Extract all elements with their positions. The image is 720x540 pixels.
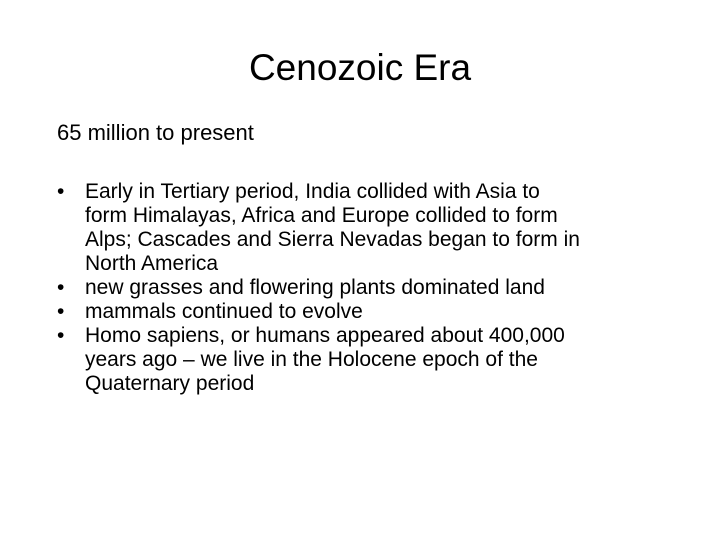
bullet-marker: • — [57, 300, 65, 323]
bullet-text-line: years ago – we live in the Holocene epoch of the — [85, 348, 538, 371]
bullet-marker: • — [57, 276, 65, 299]
slide-title: Cenozoic Era — [248, 47, 472, 88]
bullet-text-line: Homo sapiens, or humans appeared about 400,000 — [85, 324, 565, 347]
bullet-text-line: new grasses and flowering plants dominated land — [85, 276, 545, 299]
bullet-item — [57, 324, 657, 396]
bullet-text-line: form Himalayas, Africa and Europe collided to form — [85, 204, 558, 227]
bullet-text-line: mammals continued to evolve — [85, 300, 363, 323]
bullet-marker: • — [57, 180, 65, 203]
bullet-text-line: Quaternary period — [85, 372, 255, 395]
bullet-item — [57, 180, 657, 276]
bullet-item — [57, 300, 657, 324]
bullet-list — [57, 180, 657, 396]
bullet-marker: • — [57, 324, 65, 347]
slide-subtitle: 65 million to present — [57, 120, 254, 145]
bullet-item — [57, 276, 657, 300]
bullet-text-line: Early in Tertiary period, India collided with Asia to — [85, 180, 540, 203]
bullet-text-line: Alps; Cascades and Sierra Nevadas began to form in — [85, 228, 580, 251]
bullet-text-line: North America — [85, 252, 219, 275]
